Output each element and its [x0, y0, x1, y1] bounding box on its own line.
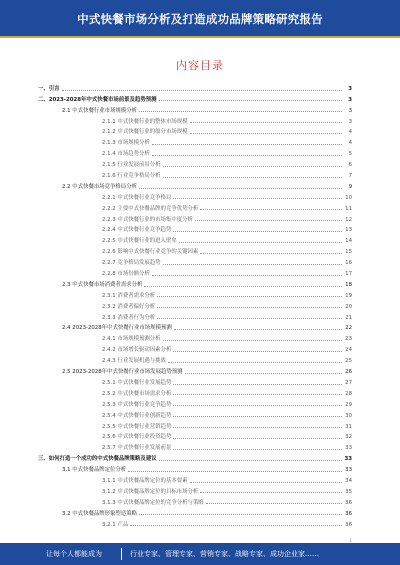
toc-entry-page: 3 — [348, 96, 352, 103]
toc-dot-leader — [152, 155, 342, 156]
toc-entry-title: 2.3.2 消费者偏好分析 — [102, 303, 156, 310]
toc-entry-page: 33 — [345, 467, 352, 474]
toc-dot-leader — [144, 286, 342, 287]
toc-entry-19[interactable] — [36, 277, 352, 288]
toc-dot-leader — [157, 307, 342, 308]
toc-entry-page: 4 — [348, 129, 352, 136]
toc-entry-7[interactable] — [36, 146, 352, 157]
toc-dot-leader — [174, 329, 342, 330]
toc-entry-31[interactable] — [36, 408, 352, 419]
toc-entry-title: 3.1 中式快餐品牌定位分析 — [62, 467, 127, 474]
toc-dot-leader — [173, 231, 342, 232]
toc-entry-29[interactable] — [36, 386, 352, 397]
toc-entry-title: 2.1 中式快餐行业市场规模分析 — [62, 107, 137, 114]
toc-entry-title: 2.4 2023-2028年中式快餐行业市场规模预测 — [62, 325, 172, 332]
toc-entry-title: 2.2.6 影响中式快餐行业竞争的关键因素 — [102, 249, 199, 256]
toc-dot-leader — [159, 100, 343, 101]
toc-entry-title: 2.4.2 市场增长驱动因素分析 — [102, 347, 172, 354]
toc-entry-title: 2.1.1 中式快餐行业的整体市场规模 — [102, 118, 188, 125]
toc-entry-36[interactable] — [36, 462, 352, 473]
toc-dot-leader — [206, 503, 342, 504]
footer-divider — [121, 548, 122, 560]
toc-entry-page: 22 — [345, 325, 352, 332]
toc-entry-38[interactable] — [36, 484, 352, 495]
toc-dot-leader — [139, 188, 342, 189]
toc-dot-leader — [163, 264, 342, 265]
toc-entry-title: 2.3.1 消费者需求分析 — [102, 292, 156, 299]
toc-entry-title: 2.5.2 中式快餐市场需求分析 — [102, 390, 172, 397]
toc-entry-25[interactable] — [36, 342, 352, 353]
toc-entry-page: 11 — [345, 205, 352, 212]
toc-entry-page: 10 — [345, 194, 352, 201]
toc-entry-3[interactable] — [36, 103, 352, 114]
toc-entry-title: 3.2.1 产品 — [102, 521, 129, 528]
toc-entry-title: 3.1.3 中式快餐品牌定位的竞争分析与策略 — [102, 499, 204, 506]
toc-dot-leader — [173, 405, 342, 406]
toc-entry-page: 3 — [348, 118, 352, 125]
header-accent-stripe — [0, 36, 400, 38]
toc-entry-title: 2.2.3 中式快餐行业的市场集中度分析 — [102, 216, 193, 223]
toc-entry-page: 18 — [345, 281, 352, 288]
toc-entry-30[interactable] — [36, 397, 352, 408]
toc-entry-28[interactable] — [36, 375, 352, 386]
toc-entry-34[interactable] — [36, 440, 352, 451]
toc-entry-title: 2.1.4 市场趋势分析 — [102, 151, 150, 158]
report-header — [0, 0, 400, 36]
toc-dot-leader — [173, 351, 342, 352]
toc-entry-page: 30 — [345, 412, 352, 419]
toc-entry-title: 2.5.3 中式快餐行业竞争趋势 — [102, 401, 172, 408]
toc-entry-page: 23 — [345, 336, 352, 343]
toc-dot-leader — [185, 373, 342, 374]
toc-entry-20[interactable] — [36, 288, 352, 299]
toc-dot-leader — [173, 449, 342, 450]
toc-entry-title: 2.2.8 市场份额分析 — [102, 271, 150, 278]
toc-entry-title: 2.1.2 中式快餐行业的细分市场规模 — [102, 129, 188, 136]
toc-entry-title: 2.2.4 中式快餐行业竞争趋势 — [102, 227, 172, 234]
toc-entry-page: 12 — [345, 216, 352, 223]
toc-entry-page: 9 — [348, 183, 352, 190]
toc-dot-leader — [139, 514, 342, 515]
toc-entry-title: 2.5.1 中式快餐行业发展趋势 — [102, 379, 172, 386]
toc-dot-leader — [173, 438, 342, 439]
toc-entry-page: 15 — [345, 249, 352, 256]
toc-dot-leader — [173, 384, 342, 385]
toc-entry-17[interactable] — [36, 255, 352, 266]
page-footer — [0, 543, 400, 565]
toc-entry-page: 31 — [345, 423, 352, 430]
toc-dot-leader — [157, 318, 342, 319]
toc-dot-leader — [163, 177, 342, 178]
toc-entry-14[interactable] — [36, 223, 352, 234]
toc-entry-title: 3.1.2 中式快餐品牌定位的目标市场分析 — [102, 488, 199, 495]
toc-entry-page: 36 — [345, 499, 352, 506]
toc-entry-title: 三、如何打造一个成功的中式快餐品牌策略及建议 — [38, 456, 157, 463]
toc-entry-page: 36 — [345, 521, 352, 528]
toc-entry-23[interactable] — [36, 321, 352, 332]
toc-entry-page: 3 — [348, 107, 352, 114]
toc-dot-leader — [168, 362, 342, 363]
toc-entry-13[interactable] — [36, 212, 352, 223]
toc-entry-title: 2.3.3 消费者行为分析 — [102, 314, 156, 321]
toc-entry-title: 2.1.6 行业竞争格局分析 — [102, 173, 161, 180]
toc-dot-leader — [139, 111, 342, 112]
toc-dot-leader — [200, 253, 342, 254]
toc-dot-leader — [173, 394, 342, 395]
toc-entry-18[interactable] — [36, 266, 352, 277]
toc-dot-leader — [173, 416, 342, 417]
toc-entry-title: 3.1.1 中式快餐品牌定位的基本要素 — [102, 477, 188, 484]
toc-dot-leader — [173, 198, 342, 199]
toc-entry-22[interactable] — [36, 310, 352, 321]
toc-dot-leader — [190, 482, 342, 483]
toc-entry-21[interactable] — [36, 299, 352, 310]
toc-entry-page: 21 — [345, 314, 352, 321]
table-of-contents — [36, 81, 352, 528]
toc-entry-title: 2.5 2023-2028年中式快餐行业市场发展趋势预测 — [62, 369, 183, 376]
toc-entry-8[interactable] — [36, 157, 352, 168]
toc-entry-12[interactable] — [36, 201, 352, 212]
toc-entry-page: 28 — [345, 390, 352, 397]
toc-dot-leader — [195, 220, 342, 221]
toc-entry-4[interactable] — [36, 114, 352, 125]
toc-entry-page: 4 — [348, 140, 352, 147]
toc-entry-page: 36 — [345, 510, 352, 517]
toc-dot-leader — [128, 471, 342, 472]
toc-entry-page: 25 — [345, 358, 352, 365]
toc-entry-15[interactable] — [36, 233, 352, 244]
toc-entry-page: 16 — [345, 260, 352, 267]
toc-entry-page: 7 — [348, 173, 352, 180]
toc-entry-41[interactable] — [36, 517, 352, 528]
toc-entry-6[interactable] — [36, 135, 352, 146]
toc-entry-page: 14 — [345, 238, 352, 245]
report-title: 中式快餐市场分析及打造成功品牌策略研究报告 — [77, 12, 323, 26]
toc-entry-2[interactable] — [36, 92, 352, 103]
toc-entry-10[interactable] — [36, 179, 352, 190]
toc-entry-page: 35 — [345, 488, 352, 495]
toc-entry-page: 17 — [345, 271, 352, 278]
toc-entry-33[interactable] — [36, 430, 352, 441]
toc-entry-page: 3 — [348, 85, 352, 92]
toc-entry-page: 24 — [345, 347, 352, 354]
toc-dot-leader — [152, 144, 342, 145]
toc-entry-page: 27 — [345, 379, 352, 386]
toc-entry-page: 20 — [345, 303, 352, 310]
toc-dot-leader — [163, 340, 342, 341]
toc-entry-page: 6 — [348, 162, 352, 169]
toc-entry-title: 2.5.5 中式快餐行业营销趋势 — [102, 423, 172, 430]
toc-entry-title: 一、引言 — [38, 85, 60, 92]
toc-entry-title: 2.5.7 中式快餐行业发展前景 — [102, 445, 172, 452]
toc-entry-1[interactable] — [36, 81, 352, 92]
toc-entry-title: 2.1.5 行业发展前景分析 — [102, 162, 161, 169]
footer-slogan-right: 行业专家、管理专家、营销专家、战略专家、成功企业家…… — [130, 550, 319, 558]
toc-dot-leader — [152, 275, 342, 276]
toc-entry-title: 2.4.3 行业发展机遇与挑战 — [102, 358, 166, 365]
toc-entry-title: 2.2.7 竞争格局发展趋势 — [102, 260, 161, 267]
toc-entry-39[interactable] — [36, 495, 352, 506]
toc-entry-page: 29 — [345, 401, 352, 408]
toc-entry-11[interactable] — [36, 190, 352, 201]
page-number: 1 — [349, 538, 352, 543]
toc-entry-27[interactable] — [36, 364, 352, 375]
toc-dot-leader — [62, 90, 342, 91]
toc-dot-leader — [179, 242, 342, 243]
toc-dot-leader — [130, 525, 342, 526]
toc-entry-page: 34 — [345, 477, 352, 484]
toc-entry-page: 26 — [345, 369, 352, 376]
toc-entry-9[interactable] — [36, 168, 352, 179]
toc-entry-35[interactable] — [36, 451, 352, 462]
toc-entry-32[interactable] — [36, 419, 352, 430]
toc-entry-title: 2.2.1 中式快餐行业竞争格局 — [102, 194, 172, 201]
toc-dot-leader — [190, 133, 342, 134]
toc-dot-leader — [163, 166, 342, 167]
toc-entry-page: 5 — [348, 151, 352, 158]
toc-entry-5[interactable] — [36, 125, 352, 136]
toc-dot-leader — [173, 427, 342, 428]
toc-entry-title: 2.1.3 市场规模分析 — [102, 140, 150, 147]
toc-entry-26[interactable] — [36, 353, 352, 364]
toc-entry-title: 3.2 中式快餐品牌形象塑造策略 — [62, 510, 137, 517]
toc-entry-title: 2.4.1 市场规模预测分析 — [102, 336, 161, 343]
toc-entry-title: 2.3 中式快餐市场消费者需求分析 — [62, 281, 143, 288]
toc-entry-page: 32 — [345, 434, 352, 441]
toc-dot-leader — [200, 209, 342, 210]
toc-entry-24[interactable] — [36, 331, 352, 342]
toc-entry-40[interactable] — [36, 506, 352, 517]
toc-entry-37[interactable] — [36, 473, 352, 484]
toc-entry-title: 2.2 中式快餐市场竞争格局分析 — [62, 183, 137, 190]
toc-entry-page: 33 — [345, 445, 352, 452]
toc-entry-title: 2.2.2 主要中式快餐品牌的竞争优势分析 — [102, 205, 199, 212]
footer-slogan-left: 让每个人都能成为 — [46, 550, 102, 558]
toc-dot-leader — [159, 460, 342, 461]
toc-entry-page: 33 — [344, 456, 352, 463]
toc-dot-leader — [190, 122, 342, 123]
toc-entry-title: 二、2023-2028年中式快餐市场前景及趋势预测 — [38, 96, 157, 103]
toc-dot-leader — [157, 296, 342, 297]
toc-entry-page: 19 — [345, 292, 352, 299]
toc-entry-16[interactable] — [36, 244, 352, 255]
toc-entry-title: 2.5.6 中式快餐行业投资趋势 — [102, 434, 172, 441]
toc-dot-leader — [200, 492, 342, 493]
toc-entry-title: 2.5.4 中式快餐行业创新趋势 — [102, 412, 172, 419]
toc-entry-page: 13 — [345, 227, 352, 234]
toc-title: 内容目录 — [176, 59, 224, 72]
toc-entry-title: 2.2.5 中式快餐行业的进入壁垒 — [102, 238, 177, 245]
